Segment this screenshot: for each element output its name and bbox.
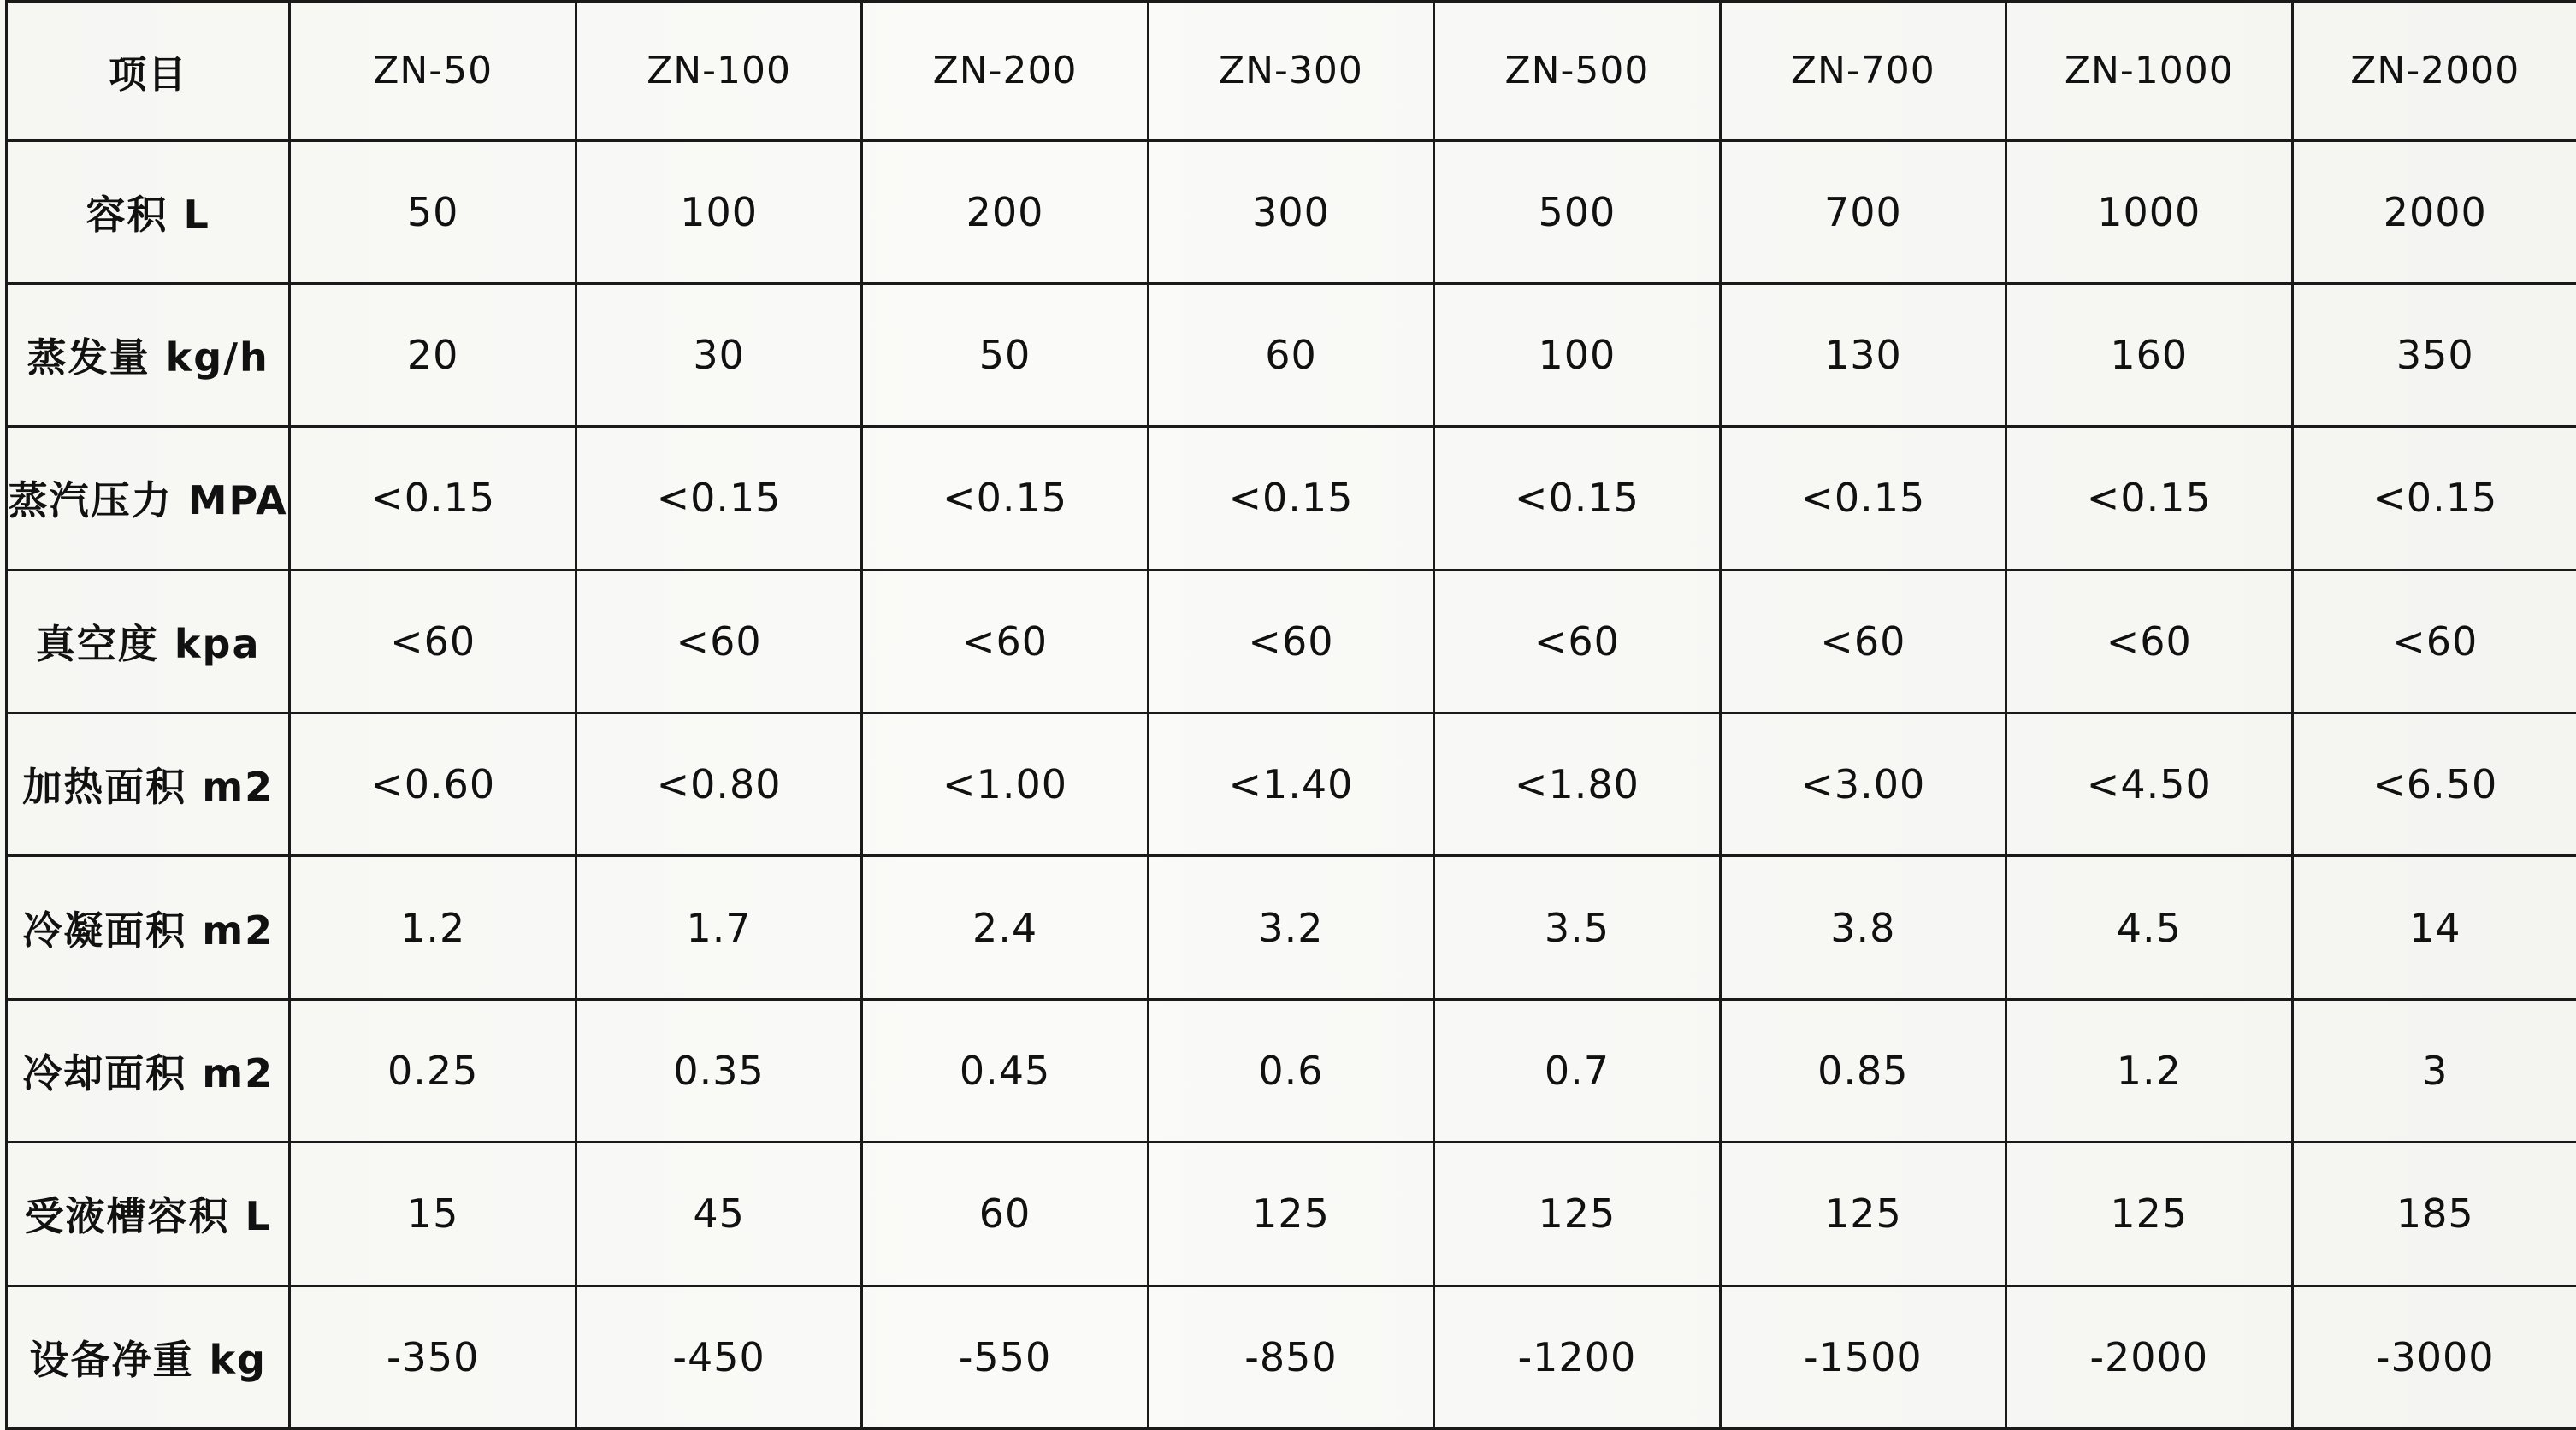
row-label: 蒸汽压力 MPA xyxy=(7,427,290,570)
value-cell: 185 xyxy=(2292,1143,2576,1285)
value-cell: <1.00 xyxy=(862,713,1148,856)
value-cell: <0.15 xyxy=(2292,427,2576,570)
value-cell: -2000 xyxy=(2006,1285,2292,1428)
value-cell: 50 xyxy=(862,283,1148,426)
value-cell: <0.15 xyxy=(1148,427,1433,570)
value-cell: 0.25 xyxy=(290,999,576,1142)
row-label: 设备净重 kg xyxy=(7,1285,290,1428)
model-cell: ZN-1000 xyxy=(2006,2,2292,141)
value-cell: 350 xyxy=(2292,283,2576,426)
value-cell: 125 xyxy=(2006,1143,2292,1285)
value-cell: <0.15 xyxy=(290,427,576,570)
value-cell: 200 xyxy=(862,140,1148,283)
model-cell: ZN-50 xyxy=(290,2,576,141)
model-cell: ZN-2000 xyxy=(2292,2,2576,141)
value-cell: <0.60 xyxy=(290,713,576,856)
value-cell: 45 xyxy=(576,1143,861,1285)
model-cell: ZN-700 xyxy=(1720,2,2006,141)
value-cell: 2000 xyxy=(2292,140,2576,283)
value-cell: <3.00 xyxy=(1720,713,2006,856)
value-cell: <6.50 xyxy=(2292,713,2576,856)
value-cell: 1000 xyxy=(2006,140,2292,283)
row-label: 真空度 kpa xyxy=(7,570,290,712)
header-row xyxy=(7,2,2576,141)
value-cell: <60 xyxy=(290,570,576,712)
value-cell: -350 xyxy=(290,1285,576,1428)
value-cell: <60 xyxy=(2292,570,2576,712)
value-cell: 3.5 xyxy=(1434,856,1720,999)
table-row-heating-area xyxy=(7,713,2576,856)
value-cell: 15 xyxy=(290,1143,576,1285)
value-cell: 30 xyxy=(576,283,861,426)
row-label: 容积 L xyxy=(7,140,290,283)
value-cell: 700 xyxy=(1720,140,2006,283)
value-cell: <60 xyxy=(1720,570,2006,712)
value-cell: 1.2 xyxy=(2006,999,2292,1142)
value-cell: 4.5 xyxy=(2006,856,2292,999)
value-cell: <4.50 xyxy=(2006,713,2292,856)
value-cell: -1200 xyxy=(1434,1285,1720,1428)
value-cell: 0.45 xyxy=(862,999,1148,1142)
table-row-cooling-area xyxy=(7,999,2576,1142)
table-row-net-weight xyxy=(7,1285,2576,1428)
value-cell: 0.35 xyxy=(576,999,861,1142)
value-cell: <60 xyxy=(862,570,1148,712)
table-row-receiver-volume xyxy=(7,1143,2576,1285)
value-cell: -450 xyxy=(576,1285,861,1428)
value-cell: <60 xyxy=(2006,570,2292,712)
value-cell: <1.80 xyxy=(1434,713,1720,856)
value-cell: <60 xyxy=(1148,570,1433,712)
value-cell: 160 xyxy=(2006,283,2292,426)
value-cell: <0.15 xyxy=(2006,427,2292,570)
value-cell: 60 xyxy=(1148,283,1433,426)
value-cell: <60 xyxy=(576,570,861,712)
row-label: 加热面积 m2 xyxy=(7,713,290,856)
table-row-steam-pressure xyxy=(7,427,2576,570)
value-cell: -850 xyxy=(1148,1285,1433,1428)
row-label: 冷却面积 m2 xyxy=(7,999,290,1142)
value-cell: 0.7 xyxy=(1434,999,1720,1142)
value-cell: 100 xyxy=(576,140,861,283)
specification-table xyxy=(5,0,2576,1430)
row-label: 受液槽容积 L xyxy=(7,1143,290,1285)
value-cell: -3000 xyxy=(2292,1285,2576,1428)
value-cell: <1.40 xyxy=(1148,713,1433,856)
value-cell: 2.4 xyxy=(862,856,1148,999)
value-cell: 1.2 xyxy=(290,856,576,999)
table-row-evaporation xyxy=(7,283,2576,426)
table-row-vacuum xyxy=(7,570,2576,712)
value-cell: <0.15 xyxy=(1434,427,1720,570)
row-label: 冷凝面积 m2 xyxy=(7,856,290,999)
model-cell: ZN-200 xyxy=(862,2,1148,141)
value-cell: 130 xyxy=(1720,283,2006,426)
value-cell: <60 xyxy=(1434,570,1720,712)
table-row-volume xyxy=(7,140,2576,283)
value-cell: 300 xyxy=(1148,140,1433,283)
value-cell: <0.80 xyxy=(576,713,861,856)
value-cell: 3.2 xyxy=(1148,856,1433,999)
value-cell: <0.15 xyxy=(1720,427,2006,570)
value-cell: -1500 xyxy=(1720,1285,2006,1428)
value-cell: 125 xyxy=(1434,1143,1720,1285)
value-cell: 20 xyxy=(290,283,576,426)
table-row-condensing-area xyxy=(7,856,2576,999)
value-cell: 14 xyxy=(2292,856,2576,999)
value-cell: 3.8 xyxy=(1720,856,2006,999)
value-cell: 50 xyxy=(290,140,576,283)
model-cell: ZN-100 xyxy=(576,2,861,141)
value-cell: <0.15 xyxy=(576,427,861,570)
value-cell: 500 xyxy=(1434,140,1720,283)
value-cell: 1.7 xyxy=(576,856,861,999)
value-cell: <0.15 xyxy=(862,427,1148,570)
value-cell: 125 xyxy=(1148,1143,1433,1285)
model-cell: ZN-300 xyxy=(1148,2,1433,141)
model-cell: ZN-500 xyxy=(1434,2,1720,141)
value-cell: 125 xyxy=(1720,1143,2006,1285)
value-cell: 100 xyxy=(1434,283,1720,426)
row-label: 蒸发量 kg/h xyxy=(7,283,290,426)
value-cell: 3 xyxy=(2292,999,2576,1142)
value-cell: 60 xyxy=(862,1143,1148,1285)
value-cell: 0.6 xyxy=(1148,999,1433,1142)
value-cell: 0.85 xyxy=(1720,999,2006,1142)
header-label-cell: 项目 xyxy=(7,2,290,141)
value-cell: -550 xyxy=(862,1285,1148,1428)
